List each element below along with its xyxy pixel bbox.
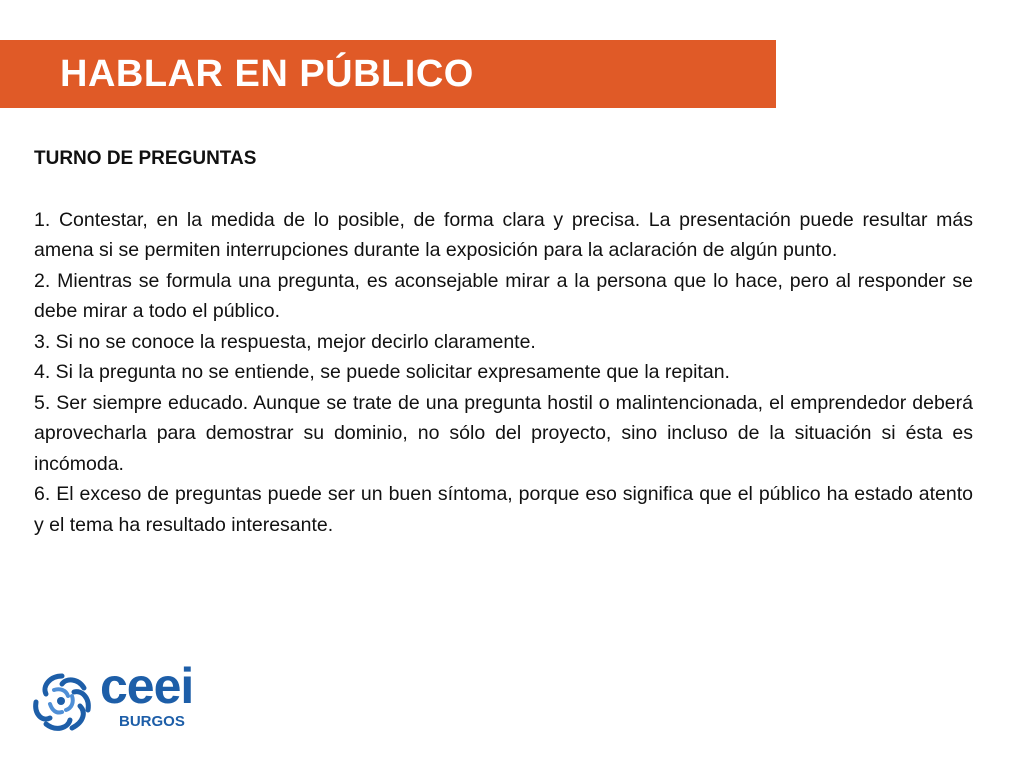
ceei-emblem-icon bbox=[30, 670, 94, 734]
section-heading: TURNO DE PREGUNTAS bbox=[34, 148, 257, 169]
logo-wordmark: ceei bbox=[100, 658, 194, 714]
ceei-logo bbox=[30, 658, 200, 740]
list-item: 3. Si no se conoce la respuesta, mejor decirlo claramente. bbox=[34, 330, 536, 353]
page-title: HABLAR EN PÚBLICO bbox=[60, 53, 474, 95]
logo-subtitle: BURGOS bbox=[119, 713, 185, 730]
list-item: 6. El exceso de preguntas puede ser un buen síntoma, porque eso significa que el público ha estado atento y el tema ha resultado interesante. bbox=[34, 483, 973, 536]
list-item: 1. Contestar, en la medida de lo posible, de forma clara y precisa. La presentación puede resultar más amena si se permiten interrupciones durante la exposición para la aclaración de algún punto. bbox=[34, 208, 973, 261]
list-item: 4. Si la pregunta no se entiende, se puede solicitar expresamente que la repitan. bbox=[34, 361, 730, 383]
list-item: 5. Ser siempre educado. Aunque se trate de una pregunta hostil o malintencionada, el emprendedor deberá aprovecharla para demostrar su dominio, no sólo del proyecto, sino incluso de la situación si ésta es incómoda. bbox=[34, 391, 973, 475]
slide-content bbox=[34, 144, 973, 540]
list-item: 2. Mientras se formula una pregunta, es aconsejable mirar a la persona que lo hace, pero al responder se debe mirar a todo el público. bbox=[34, 269, 973, 322]
